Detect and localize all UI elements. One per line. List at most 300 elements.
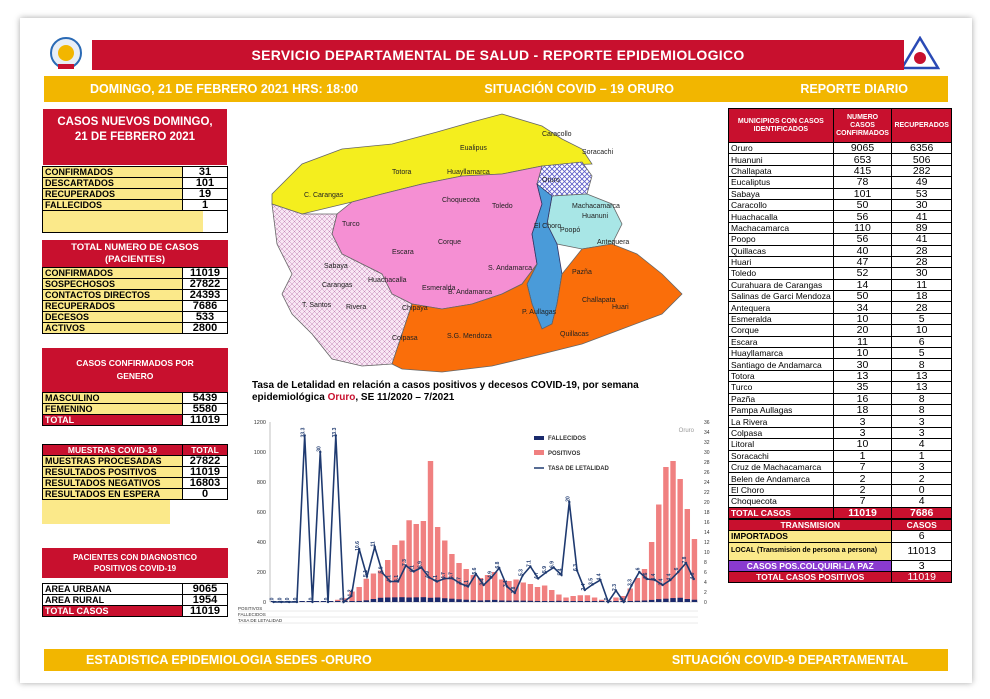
recovered-count: 28	[892, 245, 952, 256]
map-label-29: Huari	[612, 304, 629, 311]
table-row	[43, 290, 228, 301]
new-cases-table	[42, 166, 228, 211]
municipio-name: Colpasa	[729, 427, 834, 438]
footer-bar	[44, 649, 948, 671]
positivos-bar	[528, 584, 533, 602]
diagnosis-title: PACIENTES CON DIAGNOSTICO POSITIVOS COVID-19	[42, 548, 228, 578]
tasa-data-label: 4.7	[448, 572, 455, 579]
table-row	[729, 531, 952, 542]
legend-tasa: TASA DE LETALIDAD	[548, 466, 609, 472]
confirmed-count: 653	[833, 154, 892, 165]
lethality-chart	[234, 410, 720, 632]
right-tick-label: 22	[704, 490, 710, 496]
fallecidos-bar	[592, 601, 597, 602]
fallecidos-bar	[435, 598, 440, 603]
fallecidos-bar	[635, 601, 640, 602]
table-row	[729, 268, 952, 279]
column-header: NUMERO CASOS CONFIRMADOS	[833, 109, 892, 143]
report-type: REPORTE DIARIO	[800, 82, 908, 96]
fallecidos-bar	[670, 598, 675, 602]
confirmed-count: 415	[833, 165, 892, 176]
municipio-name: Caracollo	[729, 199, 834, 210]
gender-title: CASOS CONFIRMADOS POR GENERO	[42, 348, 228, 392]
row-value: 24393	[183, 290, 228, 301]
transmission-value: 11019	[892, 572, 952, 583]
column-header: CASOS	[892, 519, 952, 530]
tasa-data-label: 6.1	[409, 565, 416, 572]
tasa-data-label: 4.1	[394, 575, 401, 582]
tasa-data-label: 0	[324, 597, 331, 601]
new-cases-blank	[42, 211, 228, 233]
tasa-data-label: 4.4	[650, 573, 657, 581]
health-logo-icon	[900, 36, 940, 72]
right-tick-label: 20	[704, 500, 710, 506]
positivos-bar	[685, 509, 690, 602]
table-row	[729, 154, 952, 165]
gender-table	[42, 392, 228, 426]
fallecidos-bar	[513, 601, 518, 603]
table-header	[729, 519, 952, 530]
table-row	[729, 177, 952, 188]
row-label: CONFIRMADOS	[43, 268, 183, 279]
recovered-count: 4	[892, 439, 952, 450]
confirmed-count: 56	[833, 211, 892, 222]
municipio-name: Escara	[729, 336, 834, 347]
chart-title-range: , SE 11/2020 – 7/2021	[355, 392, 455, 403]
map-label-11: Turco	[342, 221, 360, 228]
table-row	[729, 359, 952, 370]
legend-positivos-swatch	[534, 450, 544, 455]
municipio-name: Choquecota	[729, 496, 834, 507]
fallecidos-bar	[406, 598, 411, 603]
map-label-23: Esmeralda	[422, 285, 456, 292]
table-row	[729, 427, 952, 438]
positivos-bar	[356, 587, 361, 602]
tasa-data-label: 0	[339, 597, 346, 601]
recovered-count: 3	[892, 427, 952, 438]
tasa-data-label: 1.8	[510, 586, 517, 594]
recovered-count: 282	[892, 165, 952, 176]
tasa-data-label: 6.3	[573, 564, 580, 571]
table-row	[729, 393, 952, 404]
table-row	[43, 312, 228, 323]
tasa-letalidad-line	[274, 436, 694, 603]
table-row	[43, 178, 228, 189]
tasa-data-label: 6.8	[495, 561, 502, 569]
confirmed-count: 2	[833, 473, 892, 484]
yellow-fill	[43, 211, 203, 232]
municipio-name: Toledo	[729, 268, 834, 279]
samples-table	[42, 444, 228, 500]
situation-label: SITUACIÓN COVID – 19 ORURO	[484, 82, 675, 96]
oruro-map	[242, 104, 722, 376]
fallecidos-bar	[499, 601, 504, 603]
tasa-data-label: 11	[370, 541, 377, 547]
legend-positivos: POSITIVOS	[548, 451, 581, 457]
fallecidos-bar	[656, 599, 661, 602]
fallecidos-bar	[570, 601, 575, 602]
positivos-bar	[535, 587, 540, 602]
municipio-name: Soracachi	[729, 450, 834, 461]
fallecidos-bar	[685, 599, 690, 602]
total-cell: TOTAL CASOS	[729, 507, 834, 518]
map-label-4: Huayllamarca	[447, 169, 490, 176]
confirmed-count: 40	[833, 245, 892, 256]
totals-title: TOTAL NUMERO DE CASOS (PACIENTES)	[42, 240, 228, 267]
municipio-name: Turco	[729, 382, 834, 393]
row-label: MUESTRAS PROCESADAS	[43, 456, 183, 467]
recovered-count: 8	[892, 393, 952, 404]
recovered-count: 3	[892, 416, 952, 427]
map-label-15: Antequera	[597, 239, 630, 246]
table-row	[729, 416, 952, 427]
map-label-26: Rivera	[346, 304, 367, 311]
transmission-label: TOTAL CASOS POSITIVOS	[729, 572, 892, 583]
row-value: 27822	[183, 279, 228, 290]
row-label: TOTAL CASOS	[43, 606, 183, 617]
confirmed-count: 2	[833, 484, 892, 495]
map-label-32: Quillacas	[560, 331, 589, 338]
tasa-data-label: 5.3	[518, 569, 525, 576]
chart-title	[252, 380, 712, 404]
recovered-count: 89	[892, 222, 952, 233]
map-label-27: Chipaya	[402, 305, 428, 312]
transmission-value: 11013	[892, 542, 952, 560]
table-row	[729, 143, 952, 154]
table-row	[729, 222, 952, 233]
recovered-count: 49	[892, 177, 952, 188]
table-row	[43, 323, 228, 334]
confirmed-count: 78	[833, 177, 892, 188]
fallecidos-bar	[649, 600, 654, 602]
map-label-31: S.G. Mendoza	[447, 333, 492, 340]
fallecidos-bar	[428, 598, 433, 602]
municipio-name: Corque	[729, 325, 834, 336]
municipios-panel	[728, 108, 952, 583]
recovered-count: 4	[892, 496, 952, 507]
tasa-data-label: 3.5	[588, 578, 595, 585]
chart-table-row-label: TASA DE LETALIDAD	[238, 618, 283, 623]
confirmed-count: 11	[833, 336, 892, 347]
fallecidos-bar	[642, 601, 647, 603]
tasa-data-label: 0	[292, 597, 299, 601]
fallecidos-bar	[585, 601, 590, 602]
total-row	[729, 507, 952, 518]
table-row	[43, 167, 228, 178]
recovered-count: 30	[892, 199, 952, 210]
new-cases-panel	[42, 108, 228, 233]
municipio-name: Huayllamarca	[729, 348, 834, 359]
recovered-count: 5	[892, 313, 952, 324]
fallecidos-bar	[535, 601, 540, 602]
fallecidos-bar	[364, 600, 369, 602]
map-label-30: Colpasa	[392, 335, 418, 342]
row-label: DECESOS	[43, 312, 183, 323]
total-cell: 7686	[892, 507, 952, 518]
transmission-table	[728, 519, 952, 584]
new-cases-title: CASOS NUEVOS DOMINGO, 21 DE FEBRERO 2021	[42, 108, 228, 166]
table-row	[729, 336, 952, 347]
recovered-count: 2	[892, 473, 952, 484]
map-label-19: Pazña	[572, 269, 592, 276]
tasa-data-label: 4.4	[596, 573, 603, 581]
right-tick-label: 18	[704, 510, 710, 516]
map-label-28: P. Aullagas	[522, 309, 557, 316]
tasa-data-label: 3.3	[627, 579, 634, 586]
municipio-name: Sabaya	[729, 188, 834, 199]
fallecidos-bar	[385, 598, 390, 603]
tasa-data-label: 5.9	[541, 566, 548, 573]
fallecidos-bar	[542, 601, 547, 602]
footer-right: SITUACIÓN COVID-9 DEPARTAMENTAL	[671, 653, 908, 667]
table-header	[729, 109, 952, 143]
municipio-name: Totora	[729, 370, 834, 381]
fallecidos-bar	[399, 597, 404, 602]
table-row	[729, 279, 952, 290]
recovered-count: 53	[892, 188, 952, 199]
samples-title: MUESTRAS COVID-19	[43, 445, 183, 456]
tasa-data-label: 5.1	[362, 570, 369, 577]
tasa-data-label: 0	[619, 597, 626, 601]
tasa-data-label: 7.1	[526, 560, 533, 567]
confirmed-count: 20	[833, 325, 892, 336]
tasa-data-label: 10.6	[355, 541, 362, 551]
table-row	[43, 456, 228, 467]
map-label-10: Huanuni	[582, 213, 609, 220]
tasa-data-label: 6.9	[549, 561, 556, 568]
tasa-data-label: 0	[308, 597, 315, 601]
confirmed-count: 7	[833, 496, 892, 507]
transmission-label: IMPORTADOS	[729, 531, 892, 542]
left-tick-label: 1000	[253, 450, 266, 456]
tasa-data-label: 3.4	[479, 578, 486, 586]
transmission-label: CASOS POS.COLQUIRI-LA PAZ	[729, 560, 892, 571]
table-row	[43, 301, 228, 312]
municipio-name: Huanuni	[729, 154, 834, 165]
tasa-data-label: 3.4	[658, 578, 665, 586]
fallecidos-bar	[414, 597, 419, 602]
diagnosis-table	[42, 583, 228, 617]
table-row	[729, 461, 952, 472]
row-value: 27822	[183, 456, 228, 467]
recovered-count: 3	[892, 461, 952, 472]
transmission-value: 3	[892, 560, 952, 571]
date-bar	[44, 76, 948, 102]
row-value: 11019	[183, 467, 228, 478]
tasa-data-label: 4.1	[432, 575, 439, 582]
table-row	[729, 302, 952, 313]
municipio-name: Huachacalla	[729, 211, 834, 222]
tasa-data-label: 3.1	[464, 580, 471, 587]
table-header	[43, 445, 228, 456]
row-label: RESULTADOS NEGATIVOS	[43, 478, 183, 489]
municipio-name: Antequera	[729, 302, 834, 313]
tasa-data-label: 4.7	[534, 572, 541, 579]
recovered-count: 11	[892, 279, 952, 290]
row-value: 11019	[183, 606, 228, 617]
map-label-7: Choquecota	[442, 197, 480, 204]
row-value: 101	[183, 178, 228, 189]
right-tick-label: 10	[704, 550, 710, 556]
map-label-9: Machacamarca	[572, 203, 620, 210]
row-label: TOTAL	[43, 415, 183, 426]
legend-fallecidos: FALLECIDOS	[548, 436, 587, 442]
table-row	[43, 606, 228, 617]
right-tick-label: 14	[704, 530, 710, 536]
municipio-name: La Rivera	[729, 416, 834, 427]
row-value: 11019	[183, 415, 228, 426]
fallecidos-bar	[506, 601, 511, 602]
confirmed-count: 47	[833, 256, 892, 267]
tasa-data-label: 4.6	[643, 572, 650, 580]
tasa-data-label: 30	[316, 446, 323, 452]
table-row	[43, 415, 228, 426]
table-row	[729, 404, 952, 415]
table-row	[43, 467, 228, 478]
positivos-bar	[364, 579, 369, 602]
table-row	[729, 560, 952, 571]
recovered-count: 6356	[892, 143, 952, 154]
municipio-name: Machacamarca	[729, 222, 834, 233]
tasa-data-label: 4.9	[487, 571, 494, 578]
confirmed-count: 30	[833, 359, 892, 370]
transmission-label: LOCAL (Transmision de persona a persona)	[729, 542, 892, 560]
positivos-bar	[677, 479, 682, 602]
confirmed-count: 101	[833, 188, 892, 199]
table-row	[729, 313, 952, 324]
confirmed-count: 1	[833, 450, 892, 461]
fallecidos-bar	[421, 597, 426, 602]
table-row	[729, 473, 952, 484]
map-label-13: Poopó	[560, 227, 581, 234]
right-tick-label: 12	[704, 540, 710, 546]
tasa-data-label: 3.1	[503, 580, 510, 587]
left-tick-label: 400	[256, 540, 266, 546]
map-label-20: Challapata	[582, 297, 616, 304]
tasa-data-label: 0	[604, 597, 611, 601]
fallecidos-bar	[378, 598, 383, 602]
tasa-data-label: 0	[285, 597, 292, 601]
positivos-bar	[549, 590, 554, 602]
recovered-count: 13	[892, 370, 952, 381]
left-tick-label: 200	[256, 570, 266, 576]
recovered-count: 5	[892, 348, 952, 359]
positivos-bar	[578, 595, 583, 602]
table-row	[729, 572, 952, 583]
row-label: CONFIRMADOS	[43, 167, 183, 178]
chart-title-main: Tasa de Letalidad en relación a casos positivos y decesos COVID-19, por semana epidemiológica	[252, 380, 639, 403]
right-tick-label: 0	[704, 600, 707, 606]
table-row	[729, 245, 952, 256]
confirmed-count: 14	[833, 279, 892, 290]
fallecidos-bar	[628, 601, 633, 602]
tasa-data-label: 0	[269, 597, 276, 601]
tasa-data-label: 6.9	[417, 561, 424, 568]
municipio-name: Eucaliptus	[729, 177, 834, 188]
table-row	[43, 584, 228, 595]
municipio-name: Curahuara de Carangas	[729, 279, 834, 290]
row-label: AREA RURAL	[43, 595, 183, 606]
table-row	[43, 268, 228, 279]
right-tick-label: 26	[704, 470, 710, 476]
table-row	[729, 325, 952, 336]
map-label-17: Escara	[392, 249, 414, 256]
tasa-data-label: 2.3	[611, 584, 618, 591]
map-label-2: Soracachi	[582, 149, 614, 156]
fallecidos-bar	[692, 600, 697, 602]
row-label: AREA URBANA	[43, 584, 183, 595]
map-label-24: B. Andamarca	[448, 289, 492, 296]
table-row	[729, 370, 952, 381]
map-label-22: Huachacalla	[368, 277, 407, 284]
fallecidos-bar	[663, 599, 668, 602]
tasa-data-label: 4.4	[666, 573, 673, 581]
row-value: 5580	[183, 404, 228, 415]
table-row	[729, 484, 952, 495]
fallecidos-bar	[471, 600, 476, 602]
municipio-name: Litoral	[729, 439, 834, 450]
confirmed-count: 10	[833, 348, 892, 359]
municipio-name: El Choro	[729, 484, 834, 495]
table-row	[729, 542, 952, 560]
right-tick-label: 16	[704, 520, 710, 526]
table-row	[43, 189, 228, 200]
table-row	[729, 348, 952, 359]
footer-left: ESTADISTICA EPIDEMIOLOGIA SEDES -ORURO	[86, 653, 372, 667]
tasa-data-label: 4.7	[440, 572, 447, 579]
page-title: SERVICIO DEPARTAMENTAL DE SALUD - REPORTE EPIDEMIOLOGICO	[92, 40, 904, 70]
tasa-data-label: 5.6	[471, 567, 478, 575]
chart-watermark: Oruro	[678, 428, 694, 434]
fallecidos-bar	[463, 600, 468, 602]
row-value: 16803	[183, 478, 228, 489]
totals-table	[42, 267, 228, 334]
table-row	[729, 211, 952, 222]
confirmed-count: 7	[833, 461, 892, 472]
municipio-name: Oruro	[729, 143, 834, 154]
tasa-data-label: 2.4	[580, 583, 587, 591]
fallecidos-bar	[556, 601, 561, 602]
right-tick-label: 24	[704, 480, 710, 486]
row-label: RECUPERADOS	[43, 189, 183, 200]
row-value: 11019	[183, 268, 228, 279]
right-tick-label: 2	[704, 590, 707, 596]
fallecidos-bar	[456, 599, 461, 602]
recovered-count: 18	[892, 291, 952, 302]
map-label-12: El Choro	[534, 223, 562, 230]
row-label: DESCARTADOS	[43, 178, 183, 189]
chart-table-row-label: FALLECIDOS	[238, 612, 266, 617]
confirmed-count: 52	[833, 268, 892, 279]
positivos-bar	[542, 586, 547, 603]
municipios-table	[728, 108, 952, 519]
table-row	[729, 256, 952, 267]
table-row	[729, 496, 952, 507]
confirmed-count: 16	[833, 393, 892, 404]
tasa-data-label: 1.2	[347, 589, 354, 597]
tasa-data-label: 33.3	[300, 427, 307, 438]
map-label-0: Eualipus	[460, 145, 487, 152]
municipio-name: Poopo	[729, 234, 834, 245]
positivos-bar	[635, 578, 640, 602]
total-cell: 11019	[833, 507, 892, 518]
table-row	[729, 199, 952, 210]
municipio-name: Pampa Aullagas	[729, 404, 834, 415]
tasa-data-label: 6	[674, 567, 681, 571]
recovered-count: 10	[892, 325, 952, 336]
recovered-count: 41	[892, 211, 952, 222]
recovered-count: 13	[892, 382, 952, 393]
